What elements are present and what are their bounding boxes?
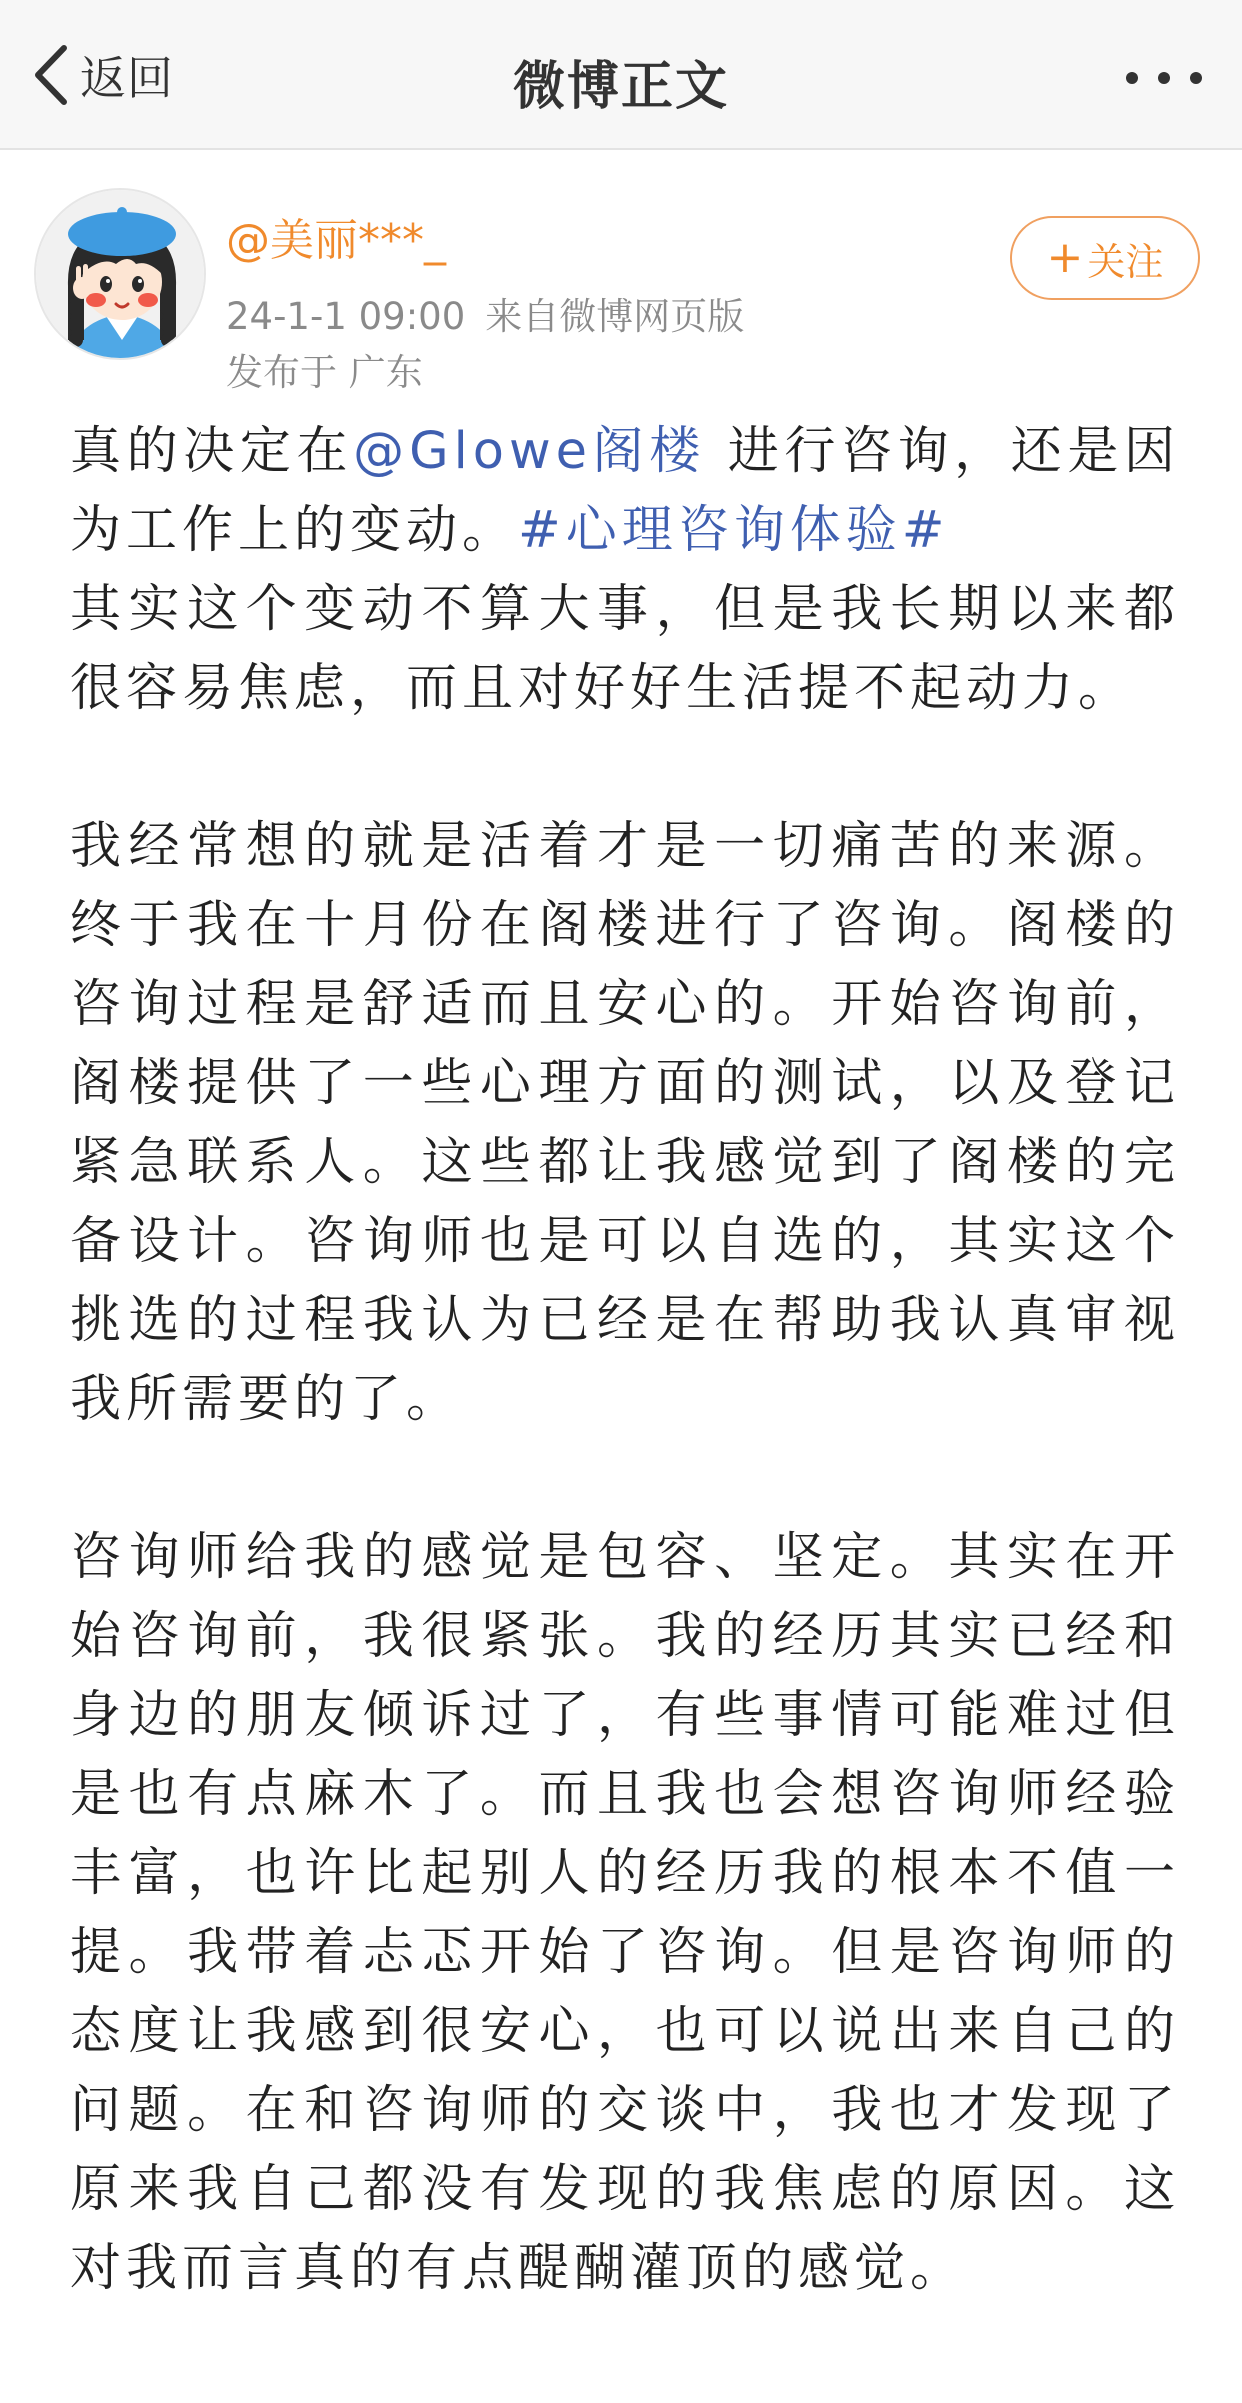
back-label: 返回 bbox=[80, 51, 174, 105]
follow-label: 关注 bbox=[1087, 239, 1164, 284]
mention-link[interactable]: @Glowe阁楼 bbox=[353, 422, 706, 481]
text-segment: 进行咨询，还是因为工作上的变动。 bbox=[70, 422, 1180, 560]
post-location: 发布于 广东 bbox=[226, 351, 423, 394]
post-paragraph bbox=[70, 412, 1180, 728]
post-paragraph: 我经常想的就是活着才是一切痛苦的来源。终于我在十月份在阁楼进行了咨询。阁楼的咨询过程是舒适而且安心的。开始咨询前，阁楼提供了一些心理方面的测试，以及登记紧急联系人。这些都让我感觉到了阁楼的完备设计。咨询师也是可以自选的，其实这个挑选的过程我认为已经是在帮助我认真审视我所需要的了。 bbox=[70, 817, 1180, 1429]
plus-icon: + bbox=[1046, 232, 1084, 283]
avatar[interactable] bbox=[34, 188, 206, 360]
text-segment: 其实这个变动不算大事，但是我长期以来都很容易焦虑，而且对好好生活提不起动力。 bbox=[70, 580, 1180, 718]
dot bbox=[1158, 72, 1170, 84]
paragraph-gap bbox=[70, 728, 1180, 807]
post-source: 来自微博网页版 bbox=[485, 295, 745, 338]
post-body bbox=[70, 412, 1180, 2308]
paragraph-gap bbox=[70, 1439, 1180, 1518]
post-meta bbox=[226, 286, 744, 340]
post-timestamp: 24-1-1 09:00 bbox=[226, 295, 466, 338]
follow-button[interactable] bbox=[1010, 216, 1200, 300]
dot bbox=[1190, 72, 1202, 84]
page-title: 微博正文 bbox=[512, 57, 729, 117]
navbar bbox=[0, 0, 1242, 150]
avatar-illustration bbox=[36, 190, 206, 360]
hashtag-link[interactable]: #心理咨询体验# bbox=[518, 501, 950, 560]
post-paragraph: 咨询师给我的感觉是包容、坚定。其实在开始咨询前，我很紧张。我的经历其实已经和身边的朋友倾诉过了，有些事情可能难过但是也有点麻木了。而且我也会想咨询师经验丰富，也许比起别人的经历我的根本不值一提。我带着忐忑开始了咨询。但是咨询师的态度让我感到很安心，也可以说出来自己的问题。在和咨询师的交谈中，我也才发现了原来我自己都没有发现的我焦虑的原因。这对我而言真的有点醍醐灌顶的感觉。 bbox=[70, 1528, 1180, 2298]
text-segment: 真的决定在 bbox=[70, 422, 354, 481]
more-dots-icon[interactable] bbox=[1126, 70, 1202, 86]
dot bbox=[1126, 72, 1138, 84]
username-link[interactable]: @美丽***_ bbox=[226, 215, 446, 266]
